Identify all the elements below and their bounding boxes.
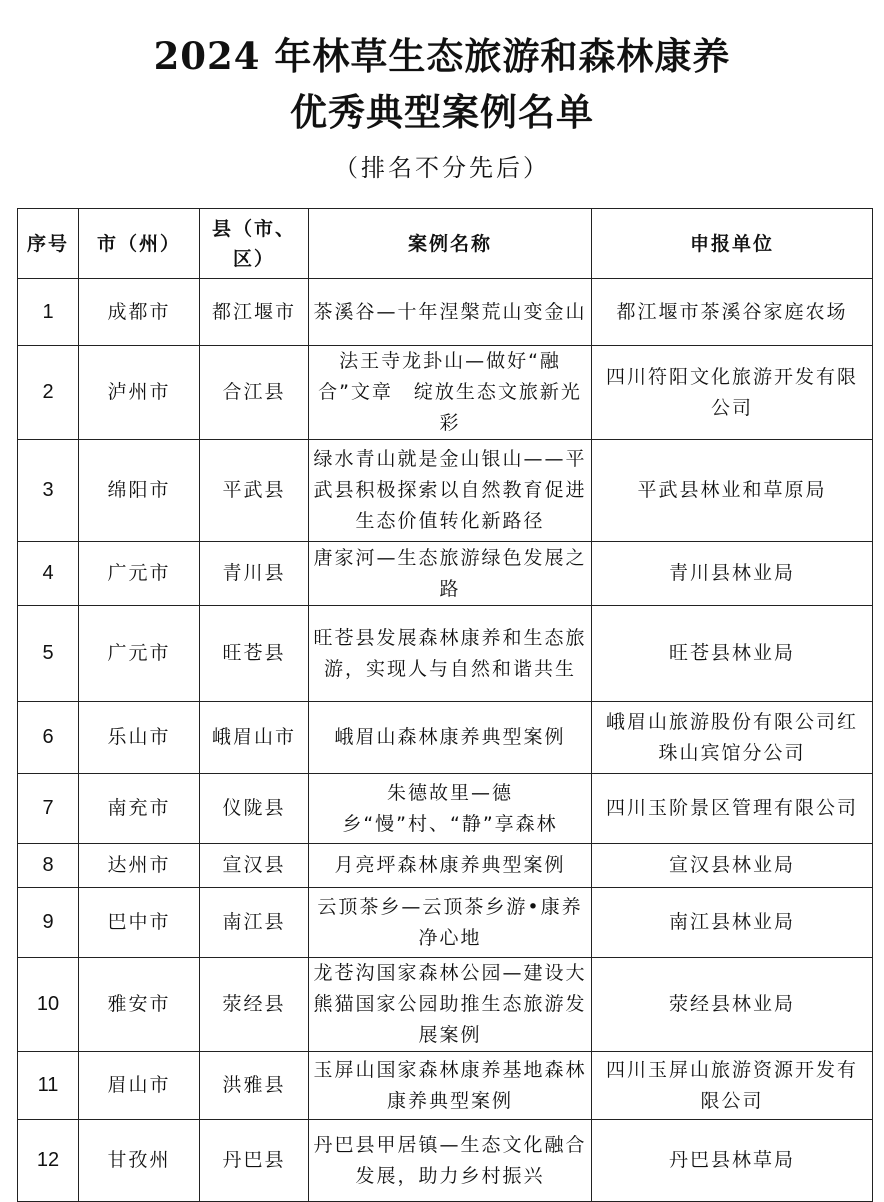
cell-case: 月亮坪森林康养典型案例 [309,844,592,888]
table-row [18,346,873,440]
cell-seq: 8 [18,844,79,888]
header-city: 市（州） [79,209,200,279]
cell-case: 唐家河—生态旅游绿色发展之路 [309,542,592,606]
cell-case: 云顶茶乡—云顶茶乡游•康养净心地 [309,888,592,958]
table-row [18,774,873,844]
cell-county: 青川县 [200,542,309,606]
cell-city: 眉山市 [79,1052,200,1120]
cell-city: 甘孜州 [79,1120,200,1202]
cell-unit: 四川符阳文化旅游开发有限公司 [592,346,873,440]
cell-seq: 2 [18,346,79,440]
cell-city: 达州市 [79,844,200,888]
header-seq: 序号 [18,209,79,279]
cell-seq: 6 [18,702,79,774]
table-row [18,888,873,958]
cell-seq: 1 [18,279,79,346]
cell-seq: 12 [18,1120,79,1202]
cell-county: 平武县 [200,440,309,542]
cell-county: 仪陇县 [200,774,309,844]
cell-seq: 11 [18,1052,79,1120]
cell-unit: 四川玉阶景区管理有限公司 [592,774,873,844]
cell-seq: 9 [18,888,79,958]
cell-county: 都江堰市 [200,279,309,346]
document-title-line-2: 优秀典型案例名单 [290,90,594,134]
table-row [18,606,873,702]
cell-case: 茶溪谷—十年涅槃荒山变金山 [309,279,592,346]
cell-city: 巴中市 [79,888,200,958]
cell-county: 旺苍县 [200,606,309,702]
case-list-table [17,208,873,1202]
table-row [18,542,873,606]
table-header-row [18,209,873,279]
cell-county: 丹巴县 [200,1120,309,1202]
cell-unit: 峨眉山旅游股份有限公司红珠山宾馆分公司 [592,702,873,774]
cell-unit: 平武县林业和草原局 [592,440,873,542]
cell-case: 绿水青山就是金山银山——平武县积极探索以自然教育促进生态价值转化新路径 [309,440,592,542]
cell-county: 合江县 [200,346,309,440]
cell-city: 乐山市 [79,702,200,774]
cell-city: 广元市 [79,542,200,606]
cell-case: 玉屏山国家森林康养基地森林康养典型案例 [309,1052,592,1120]
cell-case: 峨眉山森林康养典型案例 [309,702,592,774]
cell-city: 广元市 [79,606,200,702]
cell-unit: 宣汉县林业局 [592,844,873,888]
header-county: 县（市、区） [200,209,309,279]
cell-case: 旺苍县发展森林康养和生态旅游，实现人与自然和谐共生 [309,606,592,702]
cell-seq: 7 [18,774,79,844]
table-row [18,440,873,542]
cell-case: 法王寺龙卦山—做好“融合”文章 绽放生态文旅新光彩 [309,346,592,440]
cell-county: 宣汉县 [200,844,309,888]
table-row [18,279,873,346]
cell-case: 朱德故里—德乡“慢”村、“静”享森林 [309,774,592,844]
cell-city: 绵阳市 [79,440,200,542]
cell-unit: 都江堰市茶溪谷家庭农场 [592,279,873,346]
cell-county: 峨眉山市 [200,702,309,774]
cell-unit: 南江县林业局 [592,888,873,958]
table-row [18,702,873,774]
cell-city: 南充市 [79,774,200,844]
cell-city: 成都市 [79,279,200,346]
cell-seq: 10 [18,958,79,1052]
cell-unit: 青川县林业局 [592,542,873,606]
document-subtitle: （排名不分先后） [334,154,550,182]
cell-county: 洪雅县 [200,1052,309,1120]
cell-unit: 四川玉屏山旅游资源开发有限公司 [592,1052,873,1120]
table-row [18,1052,873,1120]
cell-case: 丹巴县甲居镇—生态文化融合发展，助力乡村振兴 [309,1120,592,1202]
cell-case: 龙苍沟国家森林公园—建设大熊猫国家公园助推生态旅游发展案例 [309,958,592,1052]
cell-unit: 荥经县林业局 [592,958,873,1052]
cell-county: 荥经县 [200,958,309,1052]
header-case: 案例名称 [309,209,592,279]
table-row [18,844,873,888]
cell-seq: 3 [18,440,79,542]
cell-seq: 5 [18,606,79,702]
header-unit: 申报单位 [592,209,873,279]
cell-unit: 旺苍县林业局 [592,606,873,702]
cell-city: 泸州市 [79,346,200,440]
cell-unit: 丹巴县林草局 [592,1120,873,1202]
table-row [18,1120,873,1202]
table-row [18,958,873,1052]
document-title-line-1: 2024 年林草生态旅游和森林康养 [153,34,731,78]
cell-seq: 4 [18,542,79,606]
cell-city: 雅安市 [79,958,200,1052]
cell-county: 南江县 [200,888,309,958]
